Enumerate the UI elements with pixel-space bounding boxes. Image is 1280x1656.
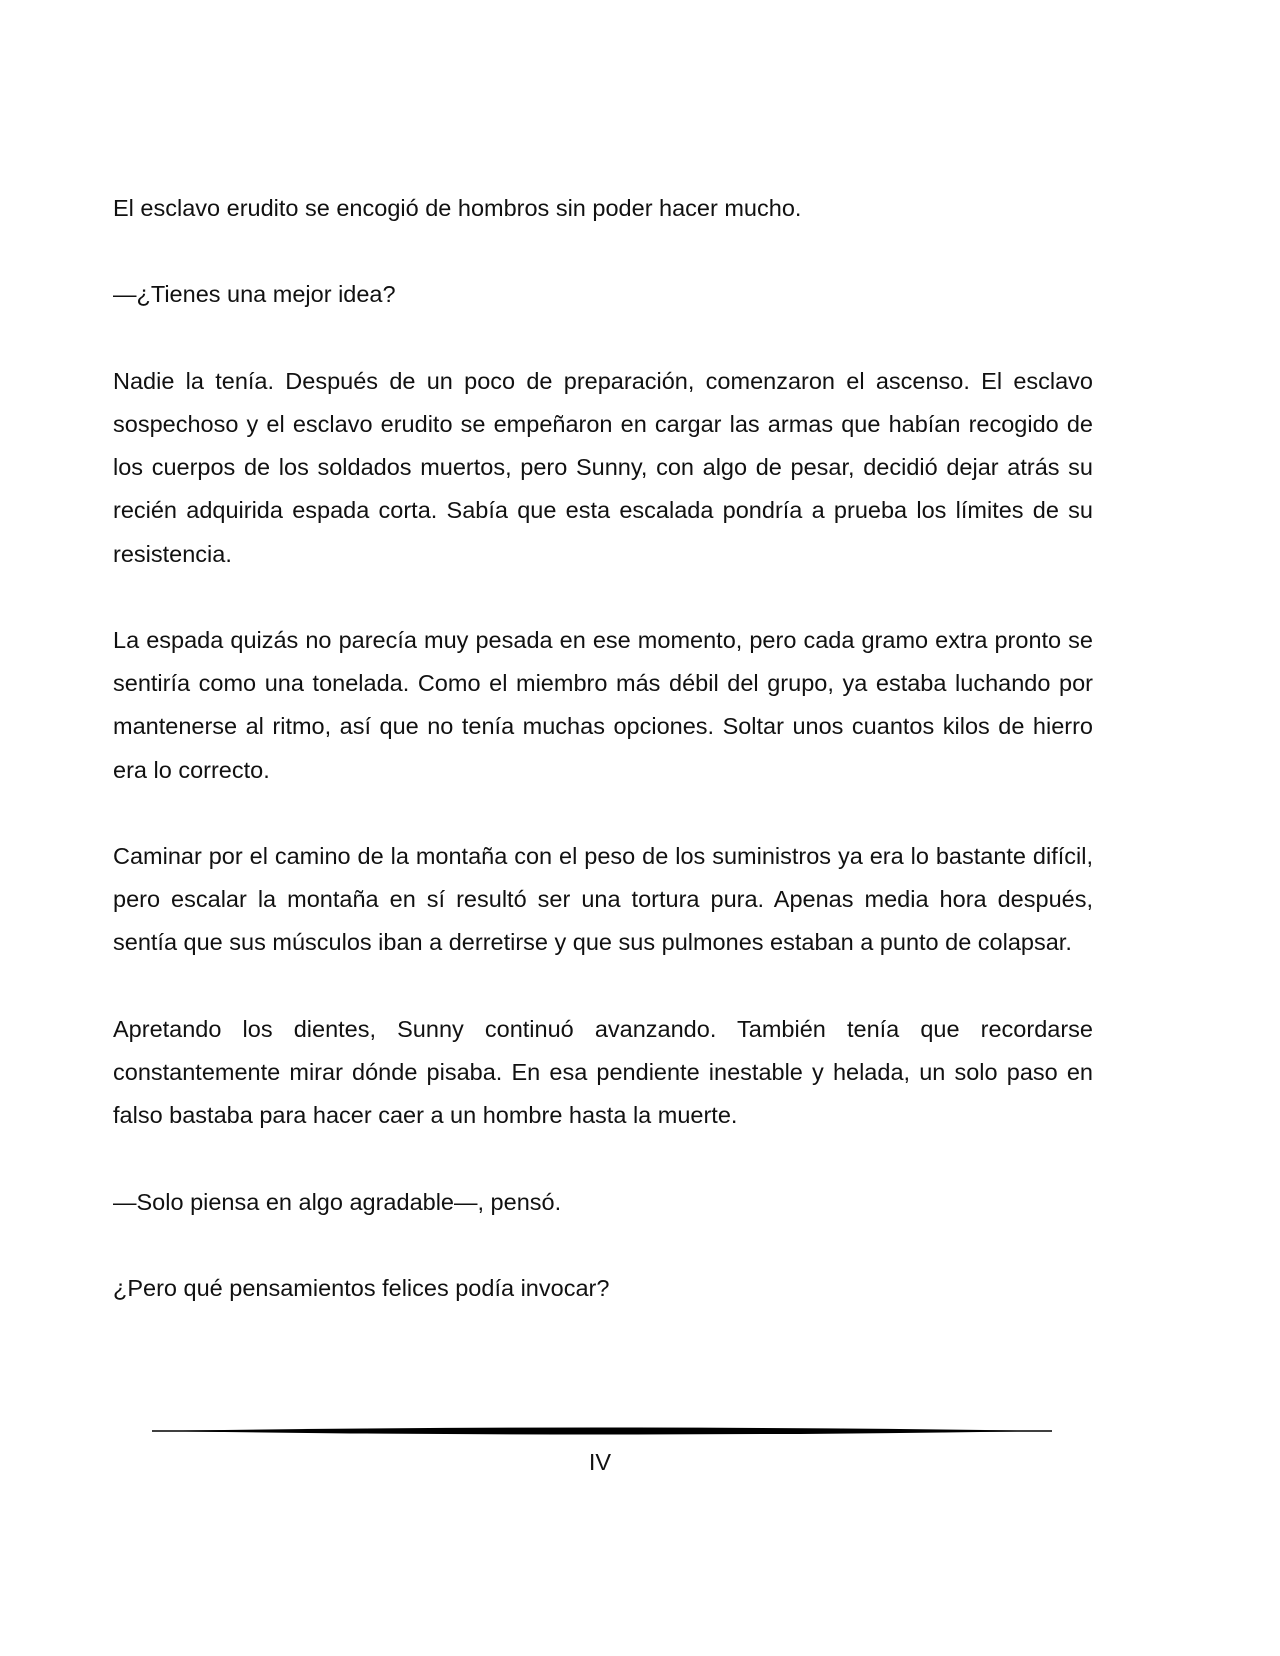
paragraph: Apretando los dientes, Sunny continuó avanzando. También tenía que recordarse constantemente mirar dónde pisaba. En esa pendiente inestable y helada, un solo paso en falso bastaba para hacer caer a un hombre hasta la muerte. — [113, 1015, 1093, 1129]
paragraph: —Solo piensa en algo agradable—, pensó. — [113, 1188, 562, 1215]
paragraph: La espada quizás no parecía muy pesada en ese momento, pero cada gramo extra pronto se sentiría como una tonelada. Como el miembro más débil del grupo, ya estaba luchando por mantenerse al ritmo, así que no tenía muchas opciones. Soltar unos cuantos kilos de hierro era lo correcto. — [113, 626, 1093, 783]
paragraph: El esclavo erudito se encogió de hombros sin poder hacer mucho. — [113, 195, 802, 221]
paragraph: ¿Pero qué pensamientos felices podía invocar? — [113, 1274, 610, 1301]
body-text — [113, 187, 1093, 1353]
paragraph: —¿Tienes una mejor idea? — [113, 281, 396, 308]
page-number: IV — [588, 1449, 612, 1475]
paragraph: Nadie la tenía. Después de un poco de preparación, comenzaron el ascenso. El esclavo sospechoso y el esclavo erudito se empeñaron en cargar las armas que habían recogido de los cuerpos de los soldados muertos, pero Sunny, con algo de pesar, decidió dejar atrás su recién adquirida espada corta. Sabía que esta escalada pondría a prueba los límites de su resistencia. — [113, 367, 1093, 567]
footer-divider — [152, 1424, 1052, 1438]
paragraph: Caminar por el camino de la montaña con el peso de los suministros ya era lo bastante difícil, pero escalar la montaña en sí resultó ser una tortura pura. Apenas media hora después, sentía que sus músculos iban a derretirse y que sus pulmones estaban a punto de colapsar. — [113, 842, 1093, 956]
